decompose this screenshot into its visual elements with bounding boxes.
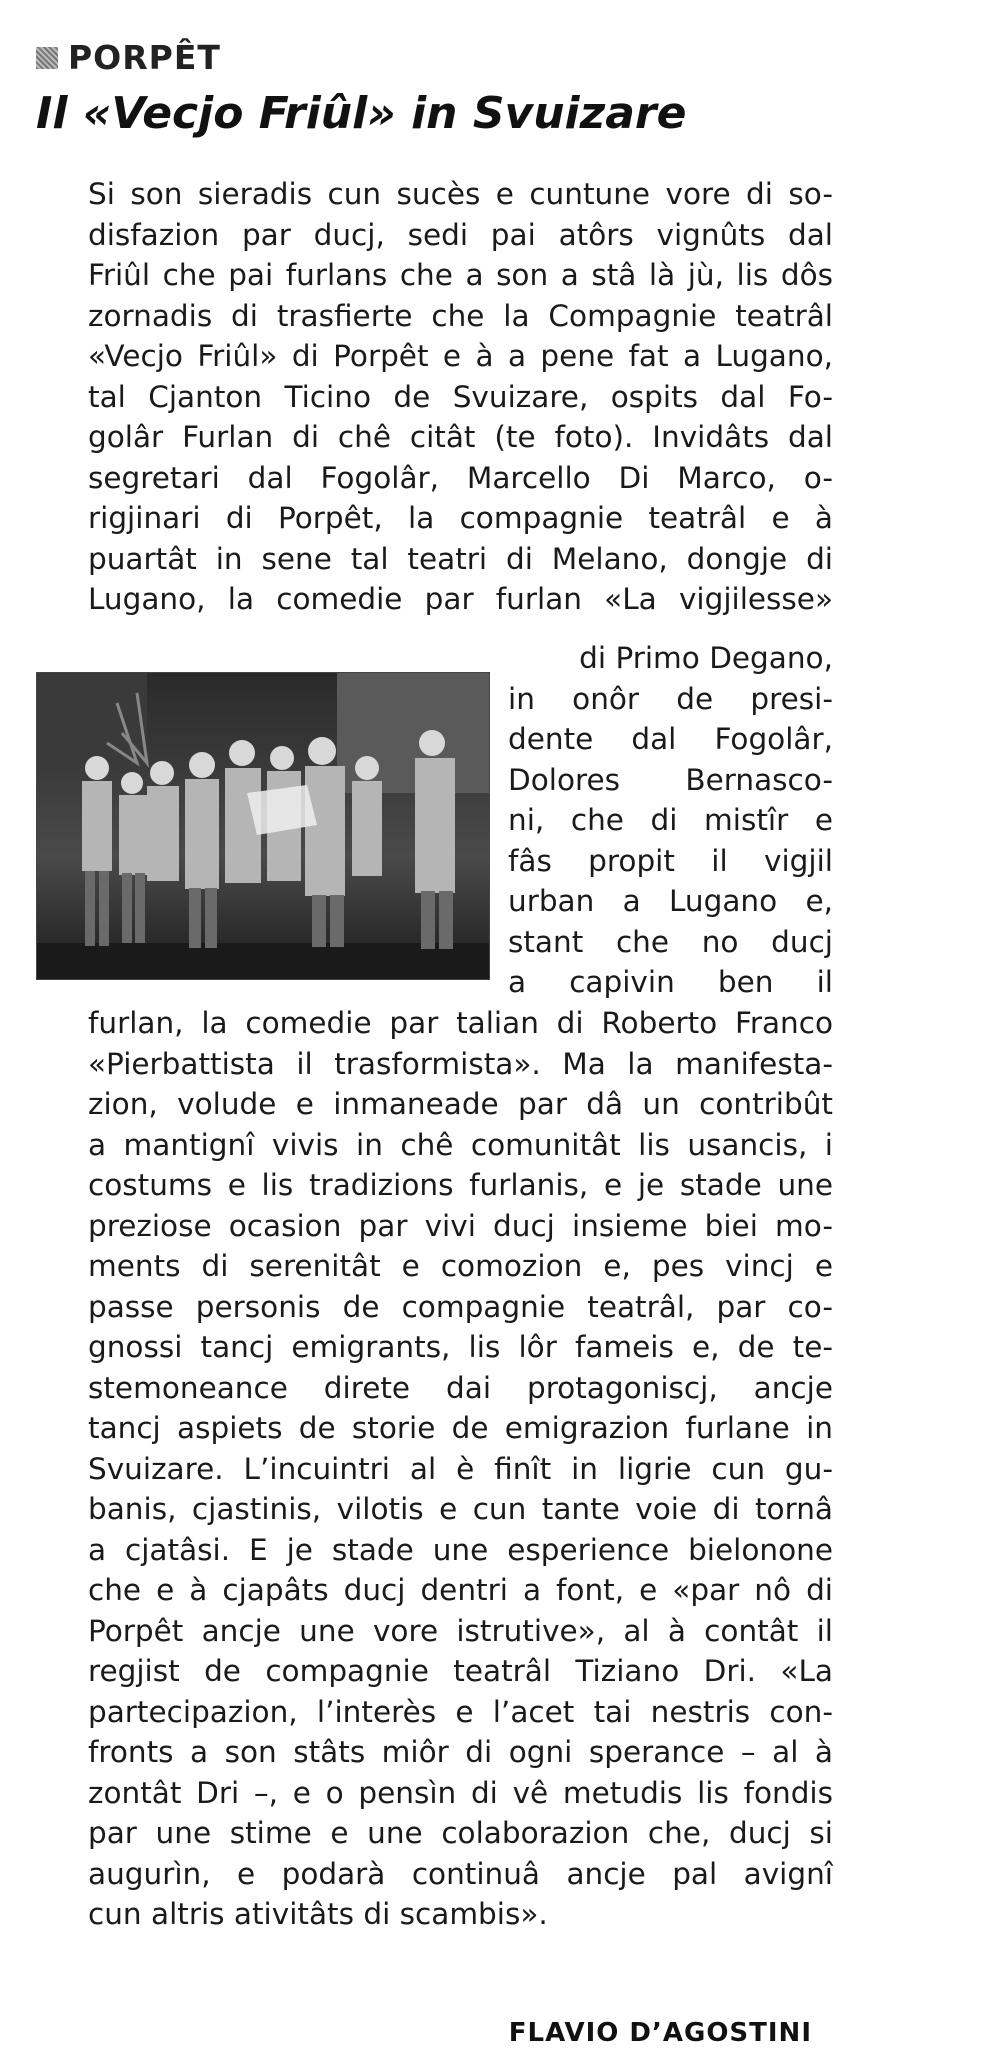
body-line: regjist de compagnie teatrâl Tiziano Dri. «La bbox=[88, 1654, 833, 1688]
body-line: tancj aspiets de storie de emigrazion furlane in bbox=[88, 1411, 833, 1445]
body-line: a mantignî vivis in chê comunitât lis usancis, i bbox=[88, 1127, 833, 1162]
body-line: tal Cjanton Ticino de Svuizare, ospits dal Fo- bbox=[88, 379, 833, 414]
body-line: Porpêt ancje une vore istrutive», al à contât il bbox=[88, 1613, 833, 1648]
body-line: rigjinari di Porpêt, la compagnie teatrâl e à bbox=[88, 501, 833, 535]
body-line: augurìn, e podarà continuâ ancje pal avignî bbox=[88, 1856, 833, 1891]
body-line: furlan, la comedie par talian di Roberto Franco bbox=[88, 1006, 833, 1040]
body-line: partecipazion, l’interès e l’acet tai nestris con- bbox=[88, 1694, 833, 1729]
body-line: di Primo Degano, bbox=[579, 641, 833, 675]
body-line: preziose ocasion par vivi ducj insieme biei mo- bbox=[88, 1208, 833, 1243]
article-photo bbox=[36, 672, 490, 980]
body-line: fâs propit il vigjil bbox=[508, 843, 833, 878]
body-line: puartât in sene tal teatri di Melano, dongje di bbox=[88, 541, 833, 576]
body-line: zornadis di trasfierte che la Compagnie teatrâl bbox=[88, 298, 833, 333]
body-line: gnossi tancj emigrants, lis lôr fameis e, de te- bbox=[88, 1330, 833, 1364]
body-line: Dolores Bernasco- bbox=[508, 762, 833, 797]
body-line: Svuizare. L’incuintri al è finît in ligrie cun gu- bbox=[88, 1451, 833, 1486]
body-line: segretari dal Fogolâr, Marcello Di Marco, o- bbox=[88, 460, 833, 495]
body-line: stemoneance direte dai protagoniscj, ancje bbox=[88, 1370, 833, 1405]
body-line: zontât Dri –, e o pensìn di vê metudis lis fondis bbox=[88, 1775, 833, 1810]
body-line: par une stime e une colaborazion che, ducj si bbox=[88, 1816, 833, 1850]
body-line: che e à cjapâts ducj dentri a font, e «par nô di bbox=[88, 1573, 833, 1607]
body-line: golâr Furlan di chê citât (te foto). Invidâts dal bbox=[88, 420, 833, 454]
body-line: Lugano, la comedie par furlan «La vigjilesse» bbox=[88, 582, 833, 616]
stage-photo-image bbox=[37, 673, 489, 979]
kicker-square-icon bbox=[36, 47, 58, 69]
author-byline: FLAVIO D’AGOSTINI bbox=[508, 2018, 812, 2048]
body-line: in onôr de presi- bbox=[508, 681, 833, 716]
article-body-wrap bbox=[508, 638, 833, 1003]
body-line: costums e lis tradizions furlanis, e je stade une bbox=[88, 1168, 833, 1202]
body-line: urban a Lugano e, bbox=[508, 884, 833, 918]
body-line: fronts a son stâts miôr di ogni sperance – al à bbox=[88, 1735, 833, 1769]
article-headline: Il «Vecjo Friûl» in Svuizare bbox=[36, 88, 687, 139]
body-line: cun altris ativitâts di scambis». bbox=[88, 1897, 548, 1931]
article-body-top bbox=[88, 174, 833, 620]
body-line: «Pierbattista il trasformista». Ma la manifesta- bbox=[88, 1046, 833, 1081]
body-line: banis, cjastinis, vilotis e cun tante voie di tornâ bbox=[88, 1492, 833, 1526]
body-line: Si son sieradis cun sucès e cuntune vore di so- bbox=[88, 177, 833, 211]
body-line: ments di serenitât e comozion e, pes vincj e bbox=[88, 1249, 833, 1283]
body-line: ni, che di mistîr e bbox=[508, 803, 833, 837]
body-line: passe personis de compagnie teatrâl, par co- bbox=[88, 1289, 833, 1324]
body-line: disfazion par ducj, sedi pai atôrs vignûts dal bbox=[88, 217, 833, 252]
body-line: Friûl che pai furlans che a son a stâ là jù, lis dôs bbox=[88, 258, 833, 292]
body-line: a cjatâsi. E je stade une esperience bielonone bbox=[88, 1532, 833, 1567]
kicker-label: PORPÊT bbox=[68, 38, 221, 77]
body-line: zion, volude e inmaneade par dâ un contribût bbox=[88, 1087, 833, 1121]
body-line: stant che no ducj bbox=[508, 924, 833, 959]
section-kicker bbox=[36, 38, 221, 77]
article-body-bottom bbox=[88, 1003, 833, 1935]
body-line: «Vecjo Friûl» di Porpêt e à a pene fat a Lugano, bbox=[88, 339, 833, 373]
body-line: a capivin ben il bbox=[508, 965, 833, 999]
body-line: dente dal Fogolâr, bbox=[508, 722, 833, 756]
